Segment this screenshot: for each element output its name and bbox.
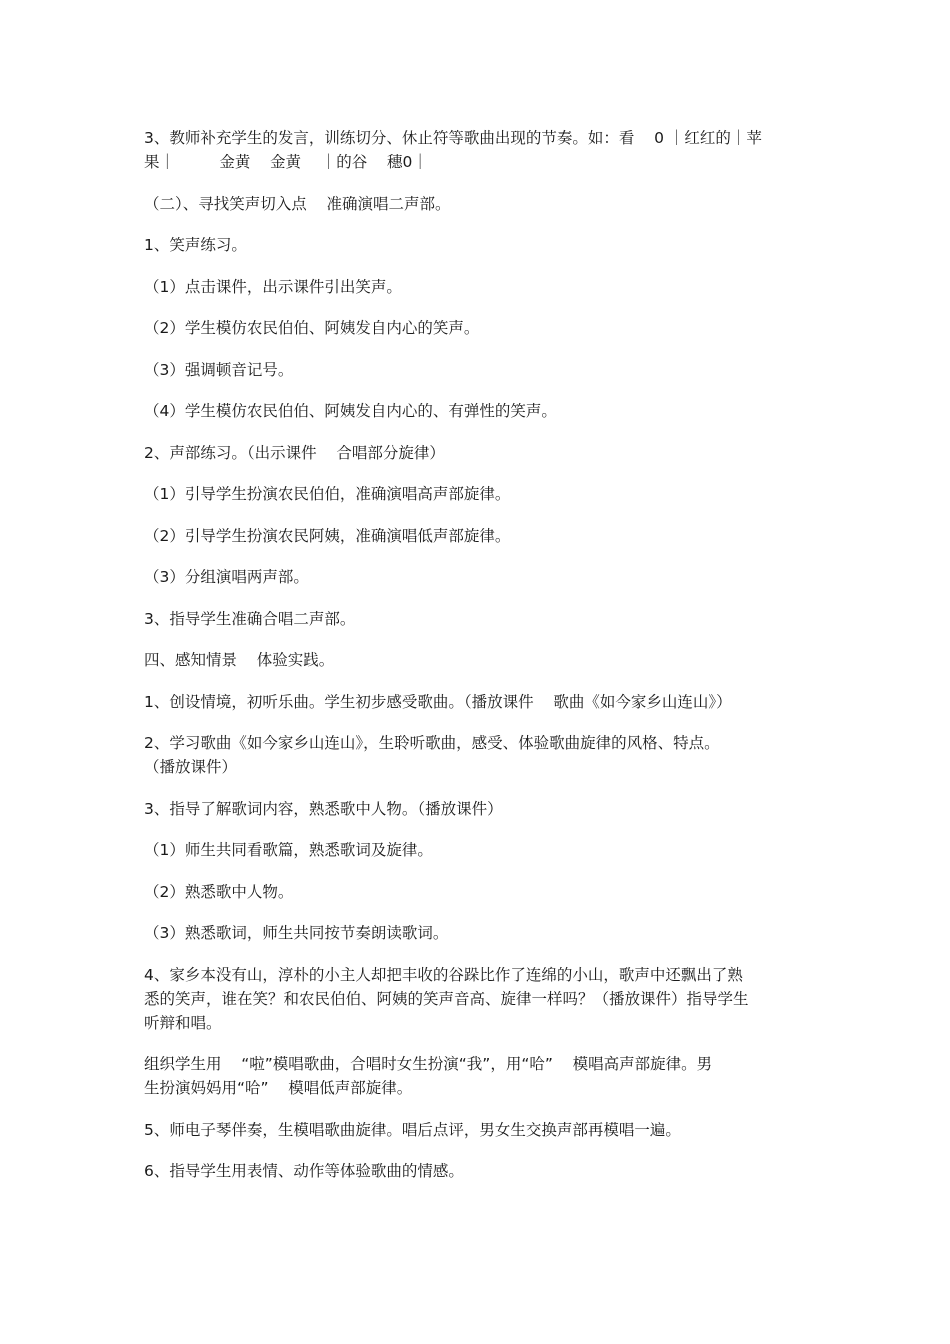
text-line: 2、学习歌曲《如今家乡山连山》，生聆听歌曲，感受、体验歌曲旋律的风格、特点。 bbox=[144, 734, 720, 752]
paragraph bbox=[144, 648, 809, 672]
paragraph bbox=[144, 316, 809, 340]
text-line: 四、感知情景 体验实践。 bbox=[144, 651, 335, 669]
text-line: 3、指导了解歌词内容，熟悉歌中人物。（播放课件） bbox=[144, 799, 503, 818]
text-line: （3）强调顿音记号。 bbox=[144, 360, 294, 379]
paragraph bbox=[144, 233, 809, 257]
text-line: 3、指导学生准确合唱二声部。 bbox=[144, 609, 356, 628]
text-line: （3）分组演唱两声部。 bbox=[144, 568, 309, 586]
paragraph bbox=[144, 731, 809, 779]
text-line: 果｜ 金黄 金黄 ｜的谷 穗0｜ bbox=[144, 153, 428, 171]
text-line: （播放课件） bbox=[144, 758, 238, 776]
text-line: 生扮演妈妈用“哈” 模唱低声部旋律。 bbox=[144, 1079, 413, 1097]
paragraph bbox=[144, 126, 809, 174]
paragraph bbox=[144, 565, 809, 589]
text-line: 1、创设情境，初听乐曲。学生初步感受歌曲。（播放课件 歌曲《如今家乡山连山》） bbox=[144, 692, 732, 711]
paragraph bbox=[144, 399, 809, 423]
text-line: （1）点击课件，出示课件引出笑声。 bbox=[144, 277, 402, 296]
paragraph bbox=[144, 524, 809, 548]
paragraph bbox=[144, 192, 809, 216]
text-line: （2）学生模仿农民伯伯、阿姨发自内心的笑声。 bbox=[144, 319, 480, 337]
text-line: （1）师生共同看歌篇，熟悉歌词及旋律。 bbox=[144, 841, 433, 859]
text-line: 6、指导学生用表情、动作等体验歌曲的情感。 bbox=[144, 1162, 464, 1180]
text-line: 组织学生用 “啦”模唱歌曲，合唱时女生扮演“我”，用“哈” 模唱高声部旋律。男 bbox=[144, 1055, 713, 1073]
paragraph bbox=[144, 1052, 809, 1100]
text-line: （2）熟悉歌中人物。 bbox=[144, 882, 294, 901]
text-line: （4）学生模仿农民伯伯、阿姨发自内心的、有弹性的笑声。 bbox=[144, 402, 557, 420]
text-line: 悉的笑声，谁在笑？和农民伯伯、阿姨的笑声音高、旋律一样吗？（播放课件）指导学生 bbox=[144, 989, 749, 1008]
text-line: 1、笑声练习。 bbox=[144, 236, 247, 254]
paragraph bbox=[144, 275, 809, 299]
text-line: 4、家乡本没有山，淳朴的小主人却把丰收的谷跺比作了连绵的小山，歌声中还飘出了熟 bbox=[144, 965, 743, 984]
paragraph bbox=[144, 358, 809, 382]
text-line: （2）引导学生扮演农民阿姨，准确演唱低声部旋律。 bbox=[144, 526, 511, 545]
text-line: （1）引导学生扮演农民伯伯，准确演唱高声部旋律。 bbox=[144, 485, 511, 503]
paragraph bbox=[144, 482, 809, 506]
paragraph bbox=[144, 921, 809, 945]
paragraph bbox=[144, 797, 809, 821]
paragraph bbox=[144, 838, 809, 862]
text-line: 听辩和唱。 bbox=[144, 1013, 222, 1032]
paragraph bbox=[144, 1118, 809, 1142]
paragraph bbox=[144, 607, 809, 631]
document-body bbox=[144, 126, 809, 1201]
paragraph bbox=[144, 880, 809, 904]
text-line: 5、师电子琴伴奏，生模唱歌曲旋律。唱后点评，男女生交换声部再模唱一遍。 bbox=[144, 1120, 681, 1139]
text-line: （3）熟悉歌词，师生共同按节奏朗读歌词。 bbox=[144, 924, 449, 942]
paragraph bbox=[144, 690, 809, 714]
text-line: 2、声部练习。（出示课件 合唱部分旋律） bbox=[144, 443, 445, 462]
paragraph bbox=[144, 963, 809, 1035]
paragraph bbox=[144, 1159, 809, 1183]
text-line: 3、教师补充学生的发言，训练切分、休止符等歌曲出现的节奏。如：看 0 ｜红红的｜苹 bbox=[144, 129, 762, 147]
text-line: （二）、寻找笑声切入点 准确演唱二声部。 bbox=[144, 194, 451, 213]
paragraph bbox=[144, 441, 809, 465]
